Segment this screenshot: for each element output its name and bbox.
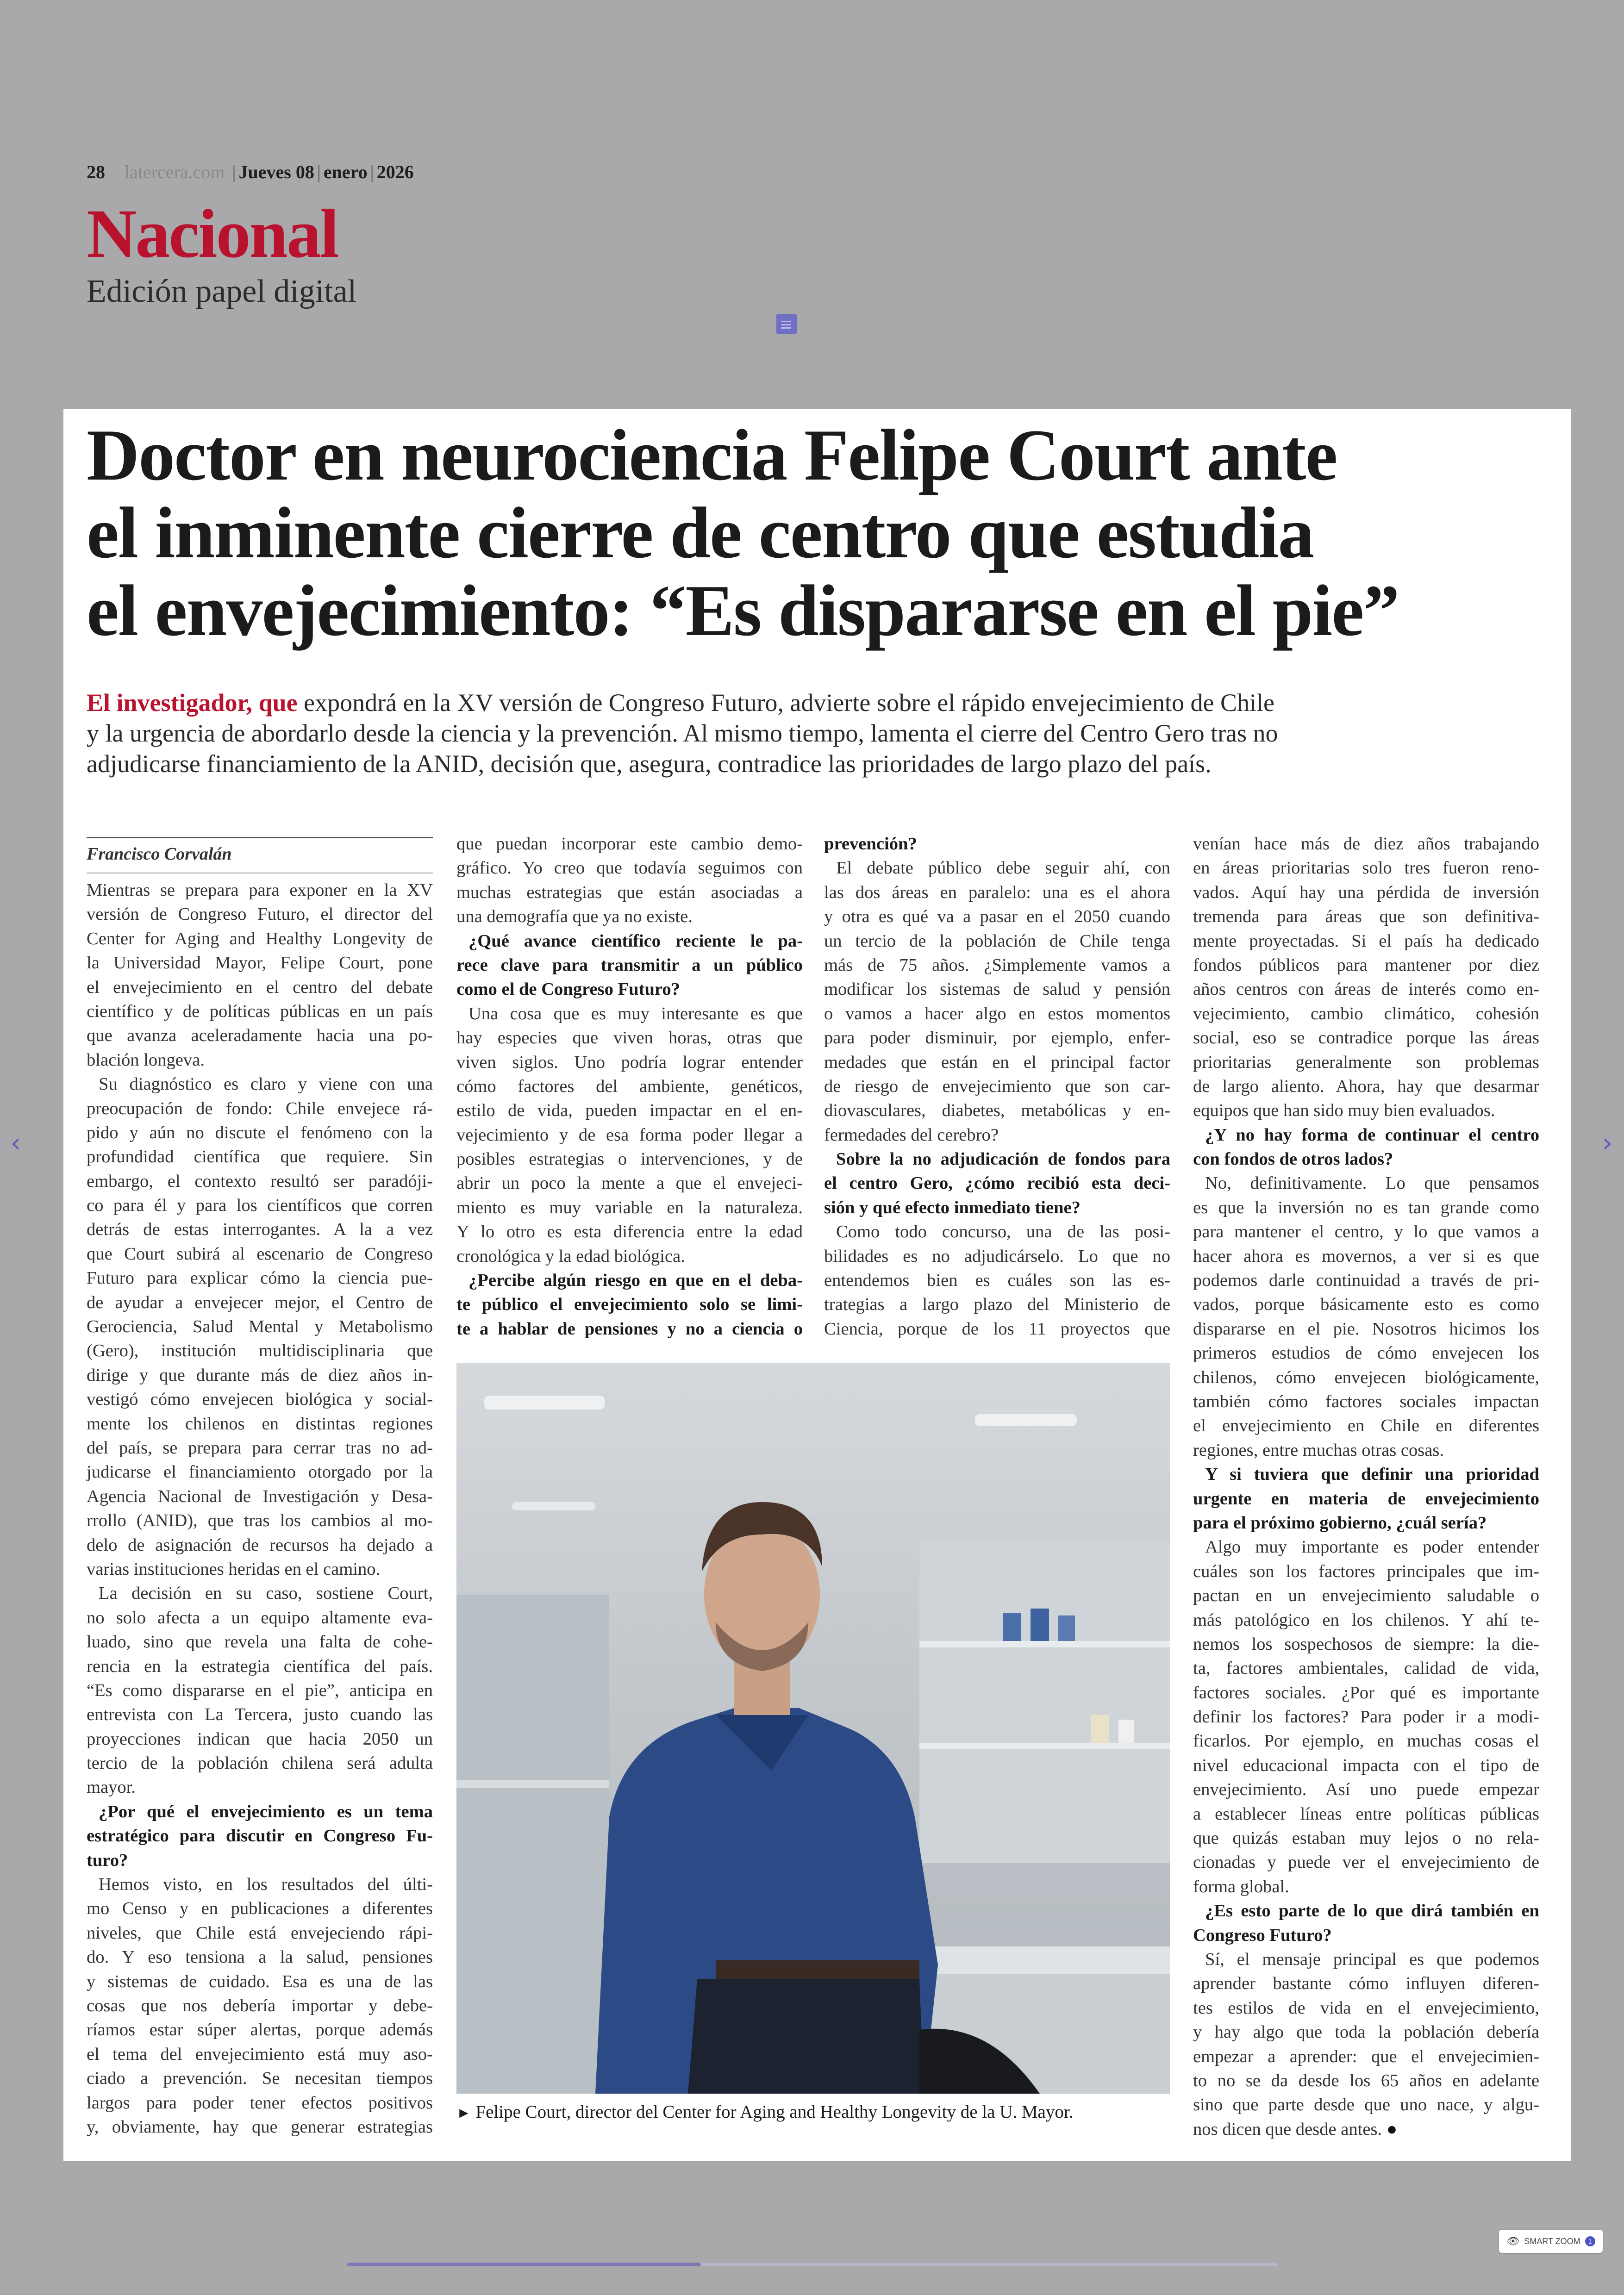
question-line: Y si tuviera que definir una prioridad — [1205, 1465, 1539, 1484]
text-line: detrás de estas interrogantes. A la a vez — [87, 1220, 433, 1240]
question-line: rece clave para transmitir a un público — [456, 955, 803, 975]
text-line: de riesgo de envejecimiento que son car- — [824, 1076, 1170, 1096]
text-line: no solo afecta a un equipo altamente eva- — [87, 1608, 433, 1628]
text-line: gráfico. Yo creo que todavía seguimos con — [456, 858, 803, 878]
question-line: ¿Percibe algún riesgo en que en el deba- — [468, 1271, 803, 1291]
question-line: ¿Qué avance científico reciente le pa- — [468, 931, 803, 951]
text-line: (Gero), institución multidisciplinaria que — [87, 1341, 433, 1361]
text-line: científico y de políticas públicas en un país — [87, 1001, 433, 1021]
text-line: dirige y que durante más de diez años in- — [87, 1365, 433, 1385]
smart-zoom-button[interactable] — [1499, 2230, 1603, 2253]
text-line: para poder disminuir, por ejemplo, enfer- — [824, 1028, 1170, 1048]
text-line: de ayudar a envejecer mejor, el Centro de — [87, 1292, 433, 1312]
text-line: social, eso se contradice porque las áreas — [1193, 1028, 1539, 1048]
text-line: una demografía que ya no existe. — [456, 907, 693, 927]
text-line: venían hace más de diez años trabajando — [1193, 834, 1539, 854]
deck-text: expondrá en la XV versión de Congreso Futuro, advierte sobre el rápido envejecimiento de Chile — [297, 689, 1275, 717]
question-line: ¿Y no hay forma de continuar el centro — [1205, 1125, 1539, 1145]
article-column-4 — [1193, 832, 1539, 2141]
text-line: prioritarias generalmente son problemas — [1193, 1052, 1539, 1072]
text-line: entendemos bien es cuáles son las es- — [824, 1271, 1170, 1291]
byline: Francisco Corvalán — [87, 837, 433, 864]
date-day: Jueves 08 — [238, 162, 314, 182]
article-deck — [87, 687, 1549, 779]
text-line: vados, porque básicamente esto es como — [1193, 1295, 1539, 1315]
section-title: Nacional — [87, 195, 338, 272]
text-line: y otra es qué va a pasar en el 2050 cuando — [824, 907, 1170, 927]
question-line: estratégico para discutir en Congreso Fu- — [87, 1826, 433, 1846]
text-line: mente proyectadas. Si el país ha dedicado — [1193, 931, 1539, 951]
text-line: trategias a largo plazo del Ministerio de — [824, 1295, 1170, 1315]
question-line: urgente en materia de envejecimiento — [1193, 1489, 1539, 1509]
text-line: el tema del envejecimiento está muy aso- — [87, 2044, 433, 2064]
text-line: estilo de vida, pueden impactar en el en- — [456, 1101, 803, 1121]
text-line: fermedades del cerebro? — [824, 1125, 999, 1145]
text-line: cosas que nos debería importar y debe- — [87, 1996, 433, 2015]
article-photo — [456, 1363, 1170, 2094]
text-line: es que la inversión no es tan grande como — [1193, 1197, 1539, 1217]
text-line: mente los chilenos en distintas regiones — [87, 1414, 433, 1434]
text-line: ficarlos. Por ejemplo, en muchas cosas el — [1193, 1731, 1539, 1751]
text-line: que avanza aceleradamente hacia una po- — [87, 1026, 433, 1046]
text-line: y hay algo que toda la población debería — [1193, 2022, 1539, 2042]
photo-caption — [456, 2102, 1197, 2122]
text-line: tes estilos de vida en el envejecimiento, — [1193, 1998, 1539, 2018]
text-line: pido y aún no discute el fenómeno con la — [87, 1123, 433, 1142]
text-line: hacer ahora es movernos, a ver si es que — [1193, 1246, 1539, 1266]
question-line: el centro Gero, ¿cómo recibió esta deci- — [824, 1173, 1170, 1193]
text-line: definir los factores? Para poder ir a modi- — [1193, 1707, 1539, 1727]
text-line: ciado a prevención. Se necesitan tiempos — [87, 2069, 433, 2089]
text-line: “Es como dispararse en el pie”, anticipa en — [87, 1680, 433, 1700]
text-line: Mientras se prepara para exponer en la XV — [87, 880, 433, 900]
text-line: Sí, el mensaje principal es que podemos — [1205, 1949, 1539, 1969]
note-icon[interactable] — [776, 314, 797, 334]
text-line: y sistemas de cuidado. Esa es una de las — [87, 1971, 433, 1991]
caption-arrow-icon: ► — [456, 2104, 471, 2121]
text-line: muchas estrategias que están asociadas a — [456, 882, 803, 902]
text-line: el envejecimiento en Chile en diferentes — [1193, 1416, 1539, 1436]
text-line: vejecimiento y de esa forma poder llegar a — [456, 1125, 803, 1145]
text-line: posibles estrategias o intervenciones, y de — [456, 1149, 803, 1169]
text-line: factores sociales. ¿Por qué es importante — [1193, 1683, 1539, 1703]
text-line: que puedan incorporar este cambio demo- — [456, 834, 803, 854]
headline-line: Doctor en neurociencia Felipe Court ante — [87, 415, 1337, 496]
text-line: El debate público debe seguir ahí, con — [836, 858, 1170, 878]
text-line: Como todo concurso, una de las posi- — [836, 1222, 1170, 1242]
headline-line: el inminente cierre de centro que estudia — [87, 493, 1314, 574]
question-line: para el próximo gobierno, ¿cuál sería? — [1193, 1513, 1487, 1533]
text-line: delo de asignación de recursos ha dejado a — [87, 1535, 433, 1555]
text-line: vestigó cómo envejecen biológica y social- — [87, 1390, 433, 1409]
text-line: tremenda para áreas que son definitiva- — [1193, 907, 1539, 927]
text-line: Y lo otro es esta diferencia entre la edad — [456, 1222, 803, 1242]
text-line: judicarse el financiamiento otorgado por la — [87, 1462, 433, 1482]
text-line: abrir un poco la mente a que el envejeci- — [456, 1173, 803, 1193]
text-line: fondos públicos para mantener por diez — [1193, 955, 1539, 975]
text-line: proyecciones indican que hacia 2050 un — [87, 1729, 433, 1749]
article-headline — [87, 417, 1559, 650]
text-line: Hemos visto, en los resultados del últi- — [99, 1875, 433, 1895]
text-line: más patológico en los chilenos. Y ahí te- — [1193, 1610, 1539, 1630]
text-line: niveles, que Chile está envejeciendo rápi- — [87, 1923, 433, 1943]
deck-text: adjudicarse financiamiento de la ANID, decisión que, asegura, contradice las prioridades de largo plazo del país. — [87, 750, 1212, 778]
deck-text: y la urgencia de abordarlo desde la ciencia y la prevención. Al mismo tiempo, lamenta el cierre del Centro Gero tras no — [87, 719, 1278, 747]
text-line: cuáles son los factores principales que im- — [1193, 1561, 1539, 1581]
text-line: mo Censo y en publicaciones a diferentes — [87, 1899, 433, 1919]
text-line: to no se da desde los 65 años en adelante — [1193, 2070, 1539, 2090]
text-line: la Universidad Mayor, Felipe Court, pone — [87, 953, 433, 973]
page-progress-fill — [347, 2263, 701, 2266]
text-line: Su diagnóstico es claro y viene con una — [99, 1074, 433, 1094]
text-line: dispararse en el pie. Nosotros hicimos los — [1193, 1319, 1539, 1339]
text-line: La decisión en su caso, sostiene Court, — [99, 1584, 433, 1603]
text-line: mayor. — [87, 1777, 136, 1797]
chevron-right-icon[interactable]: › — [1602, 1128, 1613, 1158]
article-column-2 — [456, 832, 803, 1341]
text-line: co para él y para los científicos que corren — [87, 1196, 433, 1216]
text-line: sino que parte desde que uno nace, y algu- — [1193, 2095, 1539, 2115]
text-line: primeros estudios de cómo envejecen los — [1193, 1343, 1539, 1363]
text-line: empezar a aprender: que el envejecimien- — [1193, 2046, 1539, 2066]
question-line: te a hablar de pensiones y no a ciencia o — [456, 1319, 803, 1339]
text-line: pactan en un envejecimiento saludable o — [1193, 1586, 1539, 1606]
smart-zoom-label: SMART ZOOM — [1524, 2236, 1580, 2246]
text-line: o vamos a hacer algo en estos momentos — [824, 1004, 1170, 1023]
headline-line: el envejecimiento: “Es dispararse en el pie” — [87, 570, 1399, 651]
date-year: 2026 — [376, 162, 414, 182]
text-line: chilenos, cómo envejecen biológicamente, — [1193, 1367, 1539, 1387]
chevron-left-icon[interactable]: ‹ — [10, 1128, 21, 1158]
question-line: prevención? — [824, 834, 917, 854]
text-line: No, definitivamente. Lo que pensamos — [1205, 1173, 1539, 1193]
text-line: viven siglos. Uno podría lograr entender — [456, 1052, 803, 1072]
text-line: cronológica y la edad biológica. — [456, 1246, 685, 1266]
text-line: nos dicen que desde antes. ● — [1193, 2119, 1398, 2139]
text-line: ríamos estar súper alertas, porque además — [87, 2020, 433, 2040]
text-line: luado, sino que revela una falta de cohe- — [87, 1632, 433, 1652]
text-line: vejecimiento, cambio climático, cohesión — [1193, 1004, 1539, 1023]
text-line: hay especies que viven horas, otras que — [456, 1028, 803, 1048]
text-line: Ciencia, porque de los 11 proyectos que — [824, 1319, 1170, 1339]
site-name: latercera.com — [125, 162, 225, 182]
article-column-3 — [824, 832, 1170, 1341]
date-month: enero — [323, 162, 368, 182]
page-number: 28 — [87, 162, 105, 182]
text-line: Agencia Nacional de Investigación y Desa- — [87, 1486, 433, 1506]
text-line: rrollo (ANID), que tras los cambios al mo- — [87, 1511, 433, 1531]
question-line: ¿Por qué el envejecimiento es un tema — [99, 1802, 433, 1821]
text-line: largos para poder tener efectos positivos — [87, 2093, 433, 2113]
text-line: modificar los sistemas de salud y pensión — [824, 979, 1170, 999]
text-line: entrevista con La Tercera, justo cuando las — [87, 1705, 433, 1725]
text-line: las dos áreas en paralelo: una es el ahora — [824, 882, 1170, 902]
deck-lead: El investigador, que — [87, 689, 298, 717]
text-line: miento es muy variable en la naturaleza. — [456, 1197, 803, 1217]
text-line: varias instituciones heridas en el camino. — [87, 1559, 381, 1579]
text-line: y, obviamente, hay que generar estrategias — [87, 2117, 433, 2137]
text-line: medades que están en el principal factor — [824, 1052, 1170, 1072]
text-line: nemos los sospechosos de siempre: la die- — [1193, 1634, 1539, 1654]
text-line: cómo factores del ambiente, genéticos, — [456, 1076, 803, 1096]
text-line: podemos darle continuidad a través de pri- — [1193, 1271, 1539, 1291]
edition-subtitle: Edición papel digital — [87, 274, 357, 309]
text-line: que Court subirá al escenario de Congreso — [87, 1244, 433, 1264]
text-line: Futuro para explicar cómo la ciencia pue- — [87, 1268, 433, 1288]
text-line: más de 75 años. ¿Simplemente vamos a — [824, 955, 1170, 975]
eye-icon: 👁 — [1506, 2235, 1520, 2247]
question-line: Congreso Futuro? — [1193, 1925, 1332, 1945]
text-line: blación longeva. — [87, 1050, 205, 1070]
text-line: rencia en la estrategia científica del país. — [87, 1656, 433, 1676]
question-line: como el de Congreso Futuro? — [456, 979, 680, 999]
text-line: del país, se prepara para cerrar tras no ad- — [87, 1438, 433, 1458]
smart-zoom-badge: 1 — [1585, 2236, 1595, 2246]
text-line: en áreas prioritarias solo tres fueron reno- — [1193, 858, 1539, 878]
text-line: diovasculares, diabetes, metabólicas y en- — [824, 1101, 1170, 1121]
text-line: regiones, entre muchas otras cosas. — [1193, 1440, 1444, 1460]
text-line: a establecer líneas entre políticas públicas — [1193, 1804, 1539, 1824]
question-line: turo? — [87, 1850, 128, 1870]
text-line: embargo, el contexto resultó ser paradóji- — [87, 1171, 433, 1191]
text-line: un tercio de la población de Chile tenga — [824, 931, 1170, 951]
text-line: de largo aliento. Ahora, hay que desarmar — [1193, 1076, 1539, 1096]
text-line: ta, factores ambientales, calidad de vida, — [1193, 1659, 1539, 1678]
end-mark-icon: ● — [1382, 2119, 1398, 2139]
text-line: para mantener el centro, y lo que vamos a — [1193, 1222, 1539, 1242]
text-line: envejecimiento. Así uno puede empezar — [1193, 1780, 1539, 1800]
text-line: aprender bastante cómo influyen diferen- — [1193, 1974, 1539, 1994]
question-line: con fondos de otros lados? — [1193, 1149, 1393, 1169]
text-line: forma global. — [1193, 1877, 1289, 1896]
page-header-line: 28 latercera.com | Jueves 08 | enero | 2026 — [87, 162, 414, 182]
text-line: versión de Congreso Futuro, el director del — [87, 904, 433, 924]
portrait-illustration — [456, 1363, 1170, 2094]
text-line: Algo muy importante es poder entender — [1205, 1537, 1539, 1557]
question-line: ¿Es esto parte de lo que dirá también en — [1205, 1901, 1539, 1921]
text-line: que quizás estaban muy lejos o no rela- — [1193, 1828, 1539, 1848]
question-line: Sobre la no adjudicación de fondos para — [836, 1149, 1170, 1169]
article-column-1 — [87, 878, 433, 2139]
text-line: bilidades es no adjudicárselo. Lo que no — [824, 1246, 1170, 1266]
text-line: vados. Aquí hay una pérdida de inversión — [1193, 882, 1539, 902]
question-line: sión y qué efecto inmediato tiene? — [824, 1197, 1081, 1217]
text-line: equipos que han sido muy bien evaluados. — [1193, 1101, 1495, 1121]
text-line: do. Y eso tensiona a la salud, pensiones — [87, 1947, 433, 1967]
text-line: Center for Aging and Healthy Longevity de — [87, 929, 433, 948]
text-line: también cómo factores sociales impactan — [1193, 1391, 1539, 1411]
text-line: nivel educacional impacta con el tipo de — [1193, 1755, 1539, 1775]
text-line: Gerociencia, Salud Mental y Metabolismo — [87, 1317, 433, 1337]
question-line: te público el envejecimiento solo se limi- — [456, 1295, 803, 1315]
caption-text: Felipe Court, director del Center for Aging and Healthy Longevity de la U. Mayor. — [475, 2102, 1074, 2122]
text-line: cionadas y puede ver el envejecimiento de — [1193, 1852, 1539, 1872]
text-line: tercio de la población chilena será adulta — [87, 1753, 433, 1773]
text-line: preocupación de fondo: Chile envejece rá- — [87, 1098, 433, 1118]
text-line: años centros con áreas de interés como en- — [1193, 979, 1539, 999]
text-line: Una cosa que es muy interesante es que — [468, 1004, 803, 1023]
text-line: profundidad científica que requiere. Sin — [87, 1147, 433, 1167]
text-line: el envejecimiento en el centro del debate — [87, 977, 433, 997]
